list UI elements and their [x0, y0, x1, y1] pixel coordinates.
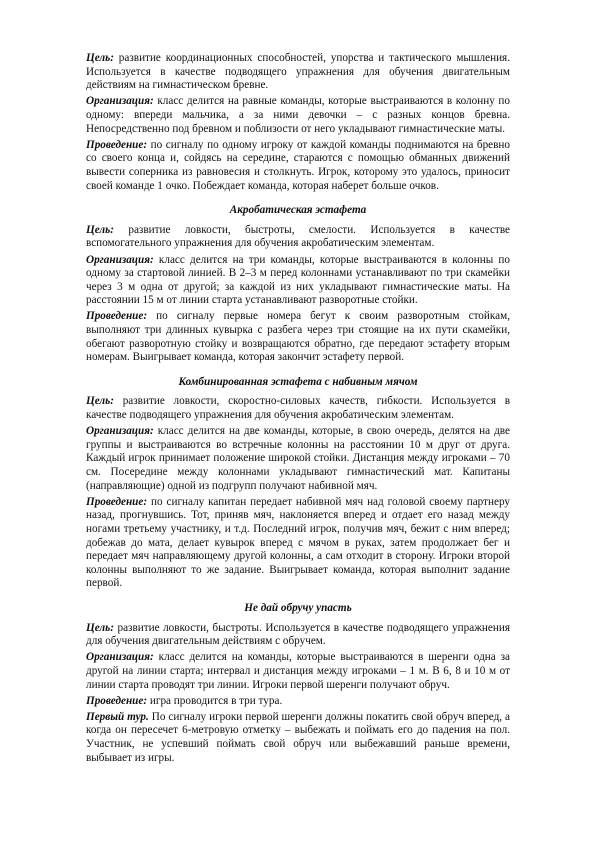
section-hoop-game [86, 602, 510, 765]
paragraph-text: По сигналу игроки первой шеренги должны покатить свой обруч вперед, а когда он пересечет 6-метровую отметку – выбежать и поймать его до падения на пол. Участник, не успевший поймать свой обруч или выбежавший раньше времени, выбывает из игры. [86, 710, 510, 764]
section-heading: Не дай обручу упасть [244, 601, 352, 614]
paragraph-organization [86, 651, 510, 692]
paragraph-label: Цель: [86, 621, 114, 634]
paragraph-label: Организация: [86, 253, 154, 266]
paragraph-first-round [86, 711, 510, 765]
section-balance-beam [86, 52, 510, 193]
paragraph-text: развитие координационных способностей, упорства и тактического мышления. Используется в качестве подводящего упражнения для обучения двигательным действиям на гимнастическом бревне. [86, 52, 510, 92]
paragraph-text: игра проводится в три тура. [147, 694, 283, 707]
paragraph-label: Проведение: [86, 694, 148, 707]
paragraph-text: развитие ловкости, быстроты. Используется в качестве подводящего упражнения для обучения двигательным действиям с обручем. [86, 621, 510, 648]
paragraph-label: Цель: [86, 395, 114, 408]
section-medicine-ball-relay [86, 376, 510, 591]
paragraph-text: развитие ловкости, скоростно-силовых качеств, гибкости. Используется в качестве подводящего упражнения для обучения акробатическим элементам. [86, 395, 510, 422]
paragraph-organization [86, 95, 510, 136]
section-heading: Комбинированная эстафета с набивным мячом [178, 375, 418, 388]
paragraph-goal [86, 622, 510, 649]
paragraph-text: по сигналу капитан передает набивной мяч над головой своему партнеру назад, прогнувшись. Тот, приняв мяч, наклоняется вперед и отдает его назад между ногами третьему участнику, и т.д. Последний игрок, получив мяч, бежит с ним вперед; добежав до мата, делает кувырок вперед с мячом в руках, затем продолжает бег и передает мяч направляющему другой колонны, а сам отходит в сторону. Игроки второй колонны выполняют то же задание. Выигрывает команда, которая выполнит задание первой. [86, 495, 510, 590]
paragraph-label: Первый тур. [86, 710, 149, 723]
paragraph-procedure [86, 139, 510, 193]
paragraph-label: Проведение: [86, 138, 148, 151]
section-heading: Акробатическая эстафета [229, 204, 367, 217]
paragraph-label: Цель: [86, 223, 114, 236]
paragraph-organization [86, 254, 510, 308]
paragraph-procedure [86, 310, 510, 364]
paragraph-label: Цель: [86, 52, 114, 64]
paragraph-text: класс делится на равные команды, которые выстраиваются в колонну по одному: впереди мальчика, а за ними девочки – с разных концов бревна. Непосредственно под бревном и поблизости от него укладывают гимнастические маты. [86, 95, 510, 135]
paragraph-procedure [86, 695, 510, 709]
document-page [86, 52, 510, 768]
paragraph-goal [86, 395, 510, 422]
paragraph-label: Проведение: [86, 310, 148, 323]
section-acrobatic-relay [86, 204, 510, 365]
paragraph-label: Организация: [86, 95, 154, 108]
paragraph-goal [86, 52, 510, 93]
paragraph-label: Проведение: [86, 495, 148, 508]
paragraph-text: развитие ловкости, быстроты, смелости. Используется в качестве вспомогательного упражнения для обучения акробатическим элементам. [86, 223, 510, 250]
paragraph-label: Организация: [86, 651, 154, 664]
paragraph-text: по сигналу по одному игроку от каждой команды поднимаются на бревно со своего конца и, сойдясь на середине, стараются с помощью обманных движений вывести соперника из равновесия и столкнуть. Игрок, которому это удалось, приносит своей команде 1 очко. Побеждает команда, которая наберет больше очков. [86, 138, 510, 192]
paragraph-text: класс делится на команды, которые выстраиваются в шеренги одна за другой на линии старта; интервал и дистанция между игроками – 1 м. В 6, 8 и 10 м от линии старта проводят три линии. Игроки первой шеренги получают обруч. [86, 651, 510, 691]
paragraph-text: класс делится на две команды, которые, в свою очередь, делятся на две группы и выстраиваются во встречные колонны на расстоянии 10 м друг от друга. Каждый игрок принимает положение широкой стойки. Дистанция между игроками – 70 см. Посередине между колоннами укладывают гимнастический мат. Капитаны (направляющие) одной из подгрупп получают набивной мяч. [86, 425, 510, 492]
paragraph-label: Организация: [86, 425, 154, 438]
paragraph-text: по сигналу первые номера бегут к своим разворотным стойкам, выполняют три длинных кувырка с разбега через три стоящие на их пути скамейки, обегают разворотную стойку и возвращаются обратно, где передают эстафету вторым номерам. Выигрывает команда, которая закончит эстафету первой. [86, 310, 510, 364]
paragraph-organization [86, 425, 510, 493]
paragraph-procedure [86, 496, 510, 591]
paragraph-goal [86, 224, 510, 251]
paragraph-text: класс делится на три команды, которые выстраиваются в колонны по одному за стартовой линией. В 2–3 м перед колоннами устанавливают по три скамейки через 3 м одна от другой; за каждой из них укладывают гимнастические маты. На расстоянии 15 м от линии старта устанавливают разворотные стойки. [86, 253, 510, 307]
